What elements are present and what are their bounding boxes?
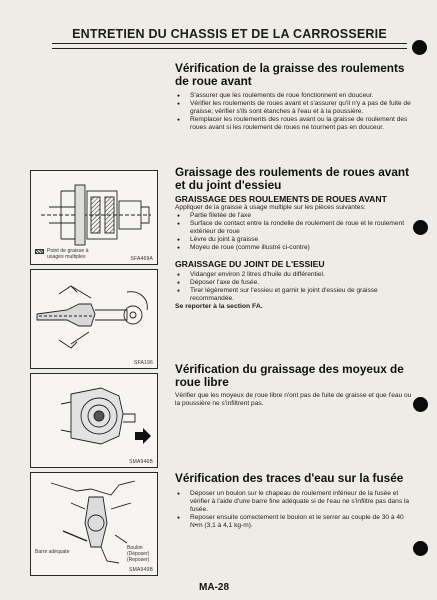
section-title: Vérification des traces d'eau sur la fusée <box>175 471 404 485</box>
grease-symbol-icon <box>35 249 44 254</box>
label-bolt-line-2: (Déposer) <box>127 551 150 557</box>
list-item: ● Vidanger environ 2 litres d'huile du différentiel. <box>175 271 415 279</box>
subsection-title: GRAISSAGE DES ROULEMENTS DE ROUES AVANT <box>175 194 387 204</box>
page-header: ENTRETIEN DU CHASSIS ET DE LA CARROSSERIE <box>52 27 407 44</box>
bullet-list <box>175 490 415 530</box>
section-bearing-lubrication <box>175 166 415 311</box>
grease-legend <box>35 248 89 260</box>
list-item: ● Moyeu de roue (comme illustré ci-contre) <box>175 244 415 252</box>
section-title: Vérification de la graisse des roulements de roue avant <box>175 61 405 88</box>
figure-code: SMA946B <box>129 459 153 465</box>
header-rule <box>52 48 407 49</box>
list-item: ● Partie filetée de l'axe <box>175 212 415 220</box>
label-bolt <box>127 545 149 563</box>
figure-code: SFA469A <box>130 256 153 262</box>
bullet-list <box>175 92 415 132</box>
list-item: ● Reposer ensuite correctement le boulon et le serrer au couple de 30 à 40 N•m (3,1 à 4,1 kg-m). <box>175 514 415 530</box>
section-title: Vérification du graissage des moyeux de roue libre <box>175 362 404 389</box>
binding-hole-lower <box>413 397 428 412</box>
list-item: ● S'assurer que les roulements de roue fonctionnent en douceur. <box>175 92 415 100</box>
reference-note: Se reporter à la section FA. <box>175 303 263 310</box>
binding-hole-bottom <box>413 541 428 556</box>
section-hub-grease-check <box>175 363 415 408</box>
hub-drawing <box>31 374 157 467</box>
figure-knuckle-water <box>30 472 158 576</box>
legend-line-2: usages multiples <box>47 254 86 260</box>
figure-code: SFA196 <box>134 360 153 366</box>
label-bolt-line-1: Boulon <box>127 545 143 551</box>
binding-hole-middle <box>413 220 428 235</box>
bullet-list <box>175 271 415 303</box>
subsection-title: GRAISSAGE DU JOINT DE L'ESSIEU <box>175 259 325 269</box>
legend-line-1: Point de graisse à <box>47 248 89 254</box>
bullet-list <box>175 212 415 252</box>
binding-hole-top <box>412 40 427 55</box>
list-item: ● Vérifier les roulements de roues avant et s'assurer qu'il n'y a pas de fuite de graisse; vérifier s'ils sont étanches à l'eau et à la poussière. <box>175 100 415 116</box>
label-bolt-line-3: (Reposer) <box>127 557 150 563</box>
figure-wheel-bearing <box>30 170 158 265</box>
figure-axle-joint <box>30 269 158 369</box>
figure-code: SMA949B <box>129 567 153 573</box>
page-number: MA-28 <box>199 582 230 593</box>
label-bar: Barre adéquate <box>35 549 70 555</box>
list-item: ● Déposer un boulon sur le chapeau de roulement inférieur de la fusée et vérifier à l'aide d'une barre fine adéquate si de l'eau ne s'infiltre pas dans la fusée. <box>175 490 415 514</box>
list-item: ● Tirer légèrement sur l'essieu et garnir le joint d'essieu de graisse recommandée. <box>175 287 415 303</box>
body-text: Vérifier que les moyeux de roue libre n'ont pas de fuite de graisse et que l'eau ou la poussière ne s'infiltrent pas. <box>175 392 412 407</box>
list-item: ● Surface de contact entre la rondelle de roulement de roue et le roulement extérieur de roue <box>175 220 415 236</box>
section-bearing-grease-check <box>175 62 415 132</box>
section-knuckle-water-check <box>175 472 415 530</box>
list-item: ● Lèvre du joint à graisse <box>175 236 415 244</box>
figure-free-running-hub <box>30 373 158 468</box>
section-title: Graissage des roulements de roues avant et du joint d'essieu <box>175 165 410 192</box>
intro-text: Appliquer de la graisse à usage multiple sur les pièces suivantes: <box>175 204 366 211</box>
list-item: ● Déposer l'axe de fusée. <box>175 279 415 287</box>
axle-joint-drawing <box>31 270 157 368</box>
list-item: ● Remplacer les roulements des roues avant ou la graisse de roulement des roues avant si les roulement de roues ne tournent pas en douceur. <box>175 116 415 132</box>
